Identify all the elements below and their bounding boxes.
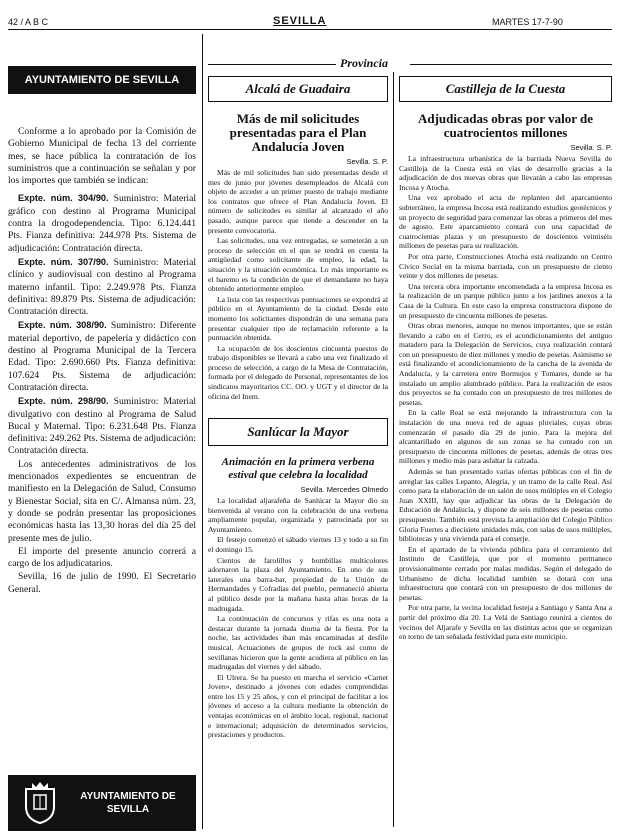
castilleja-headline: Adjudicadas obras por valor de cuatrocientos millones — [417, 111, 594, 140]
provincia-rule-left — [208, 64, 336, 65]
castilleja-article — [399, 76, 612, 830]
notice-antecedentes: Los antecedentes administrativos de los mencionados expedientes se encuentran de manifiesto en la Delegación de Salud, Consumo y Bienestar Social, sita en C/. Almansa núm. 23, y donde se podrán presentar las proposiciones económicas hasta las 13,30 horas del día 25 del presente mes de julio. — [8, 458, 196, 544]
castilleja-p6: En la calle Real se está mejorando la infraestructura con la instalación de una nueva red de aguas pluviales, cuyas obras comenzarán el pasado día 29 de junio. Para la mejora del alcantarillado en algunos de sus zonas se ha contado con un presupuesto de cincuenta millones de pesetas, además de otras tres millones y medio más para asfaltar la calzada. — [399, 408, 612, 466]
notice-signature: Sevilla, 16 de julio de 1990. El Secretario General. — [8, 571, 196, 595]
header-date: MARTES 17-7-90 — [492, 17, 563, 27]
expte-2: Expte. núm. 307/90. — [18, 256, 109, 267]
ayuntamiento-footer — [8, 775, 196, 831]
notice-item-4-text: Material divulgativo con destino al Programa de Salud Bucal y Maternal. Tipo: 6.231.648 Pts. Fianza definitiva: 249.262 Pts. Sistema de adjudicación: Contratación directa. — [8, 396, 196, 457]
castilleja-p3: Por otra parte, Construcciones Atocha está realizando un Centro Cívico Social en la misma barriada, con un presupuesto de ciento veinte y dos millones de pesetas. — [399, 251, 612, 281]
notice-item-4 — [8, 395, 196, 457]
expte-3: Expte. núm. 308/90. — [18, 320, 107, 331]
castilleja-p2: Una vez aprobado el acta de replanteo del aparcamiento subterráneo, la empresa Incosa está realizando estudios geotécnicos y un proyecto de seguridad para comenzar las obras a primeros del mes de agosto. Este aparcamiento contará con una capacidad de cuatrocientas plazas y un presupuesto de doscientos veintiséis millones de pesetas para su realización. — [399, 193, 612, 251]
castilleja-p8: En el apartado de la vivienda pública para el cerramiento del Instituto de Castilleja, que por el momento permanece provisionalmente cerrado por malas medidas. Según el delegado de Urbanismo de dicha localidad también se dotará con una infraestructura que contará con un presupuesto de dos millones de pesetas. — [399, 544, 612, 602]
notice-item-1 — [8, 192, 196, 254]
alcala-article — [208, 76, 388, 406]
castilleja-p9: Por otra parte, la vecina localidad festeja a Santiago y Santa Ana a partir del próximo día 20. La Velá de Santiago reunirá a cientos de vecinos del Aljarafe y Sevilla en las distintas actos que se organizan en torno de tan señalada festividad para este municipio. — [399, 603, 612, 642]
alcala-headline: Más de mil solicitudes presentadas para el Plan Andalucía Joven — [229, 111, 367, 154]
sanlucar-p4: La continuación de concursos y rifas es una nota a destacar durante la jornada diurna de la fiesta. Por la noche, las actividades iban más encaminadas al desfile musical. Actuaciones de grupos de rock así como de sevillanas hicieron que la gente acudiera al público en las madrugadas del viernes y del sábado. — [208, 614, 388, 672]
sanlucar-p2: El festejo comenzó el sábado viernes 13 y todo a su fin el domingo 15. — [208, 535, 388, 554]
sanlucar-article — [208, 418, 388, 830]
ayuntamiento-notice — [8, 66, 196, 832]
page-number: 42 / A B C — [8, 17, 49, 27]
sanlucar-p5: El Ulrera. Se ha puesto en marcha el servicio «Carnet Joven», destinado a jóvenes con edades comprendidas entre los 15 y 25 años, y con el principal de facilitar a los jóvenes el acceso a la cultura mediante la obtención de ventajas económicas en el ámbito local, regional, nacional e internacional; adquisición de determinados servicios, prestaciones y productos. — [208, 672, 388, 740]
expte-suffix-4: Suministro: — [108, 396, 159, 408]
section-title: SEVILLA — [273, 15, 327, 27]
notice-item-2-text: Material clínico y audiovisual con destino al Programa materno infantil. Tipo: 2.249.978 Pts. Fianza definitiva: 89.879 Pts. Sistema de adjudicación: Contratación directa. — [8, 256, 196, 318]
sanlucar-p1: La localidad aljarafeña de Sanlúcar la Mayor dio su bienvenida al verano con la celebración de una verbena ampliamente popular, organizada y patrocinada por su Ayuntamiento. — [208, 496, 388, 534]
castilleja-section-box: Castilleja de la Cuesta — [399, 76, 612, 102]
castilleja-p4: Una tercera obra importante encomendada a la empresa Incosa es la realización de un parque público junto a los jardines anexos a la Casa de la Cultura. En este caso la empresa constructora dispone de un presupuesto de cincuenta millones de pesetas. — [399, 281, 612, 320]
expte-suffix-1: Suministro: — [108, 193, 159, 205]
expte-suffix-2: Suministro: — [108, 256, 159, 268]
alcala-p3: La lista con las respectivas puntuaciones se expondrá al público en el Ayuntamiento de la ciudad. Desde este momento los solicitantes dispondrán de una semana para presentar cualquier tipo de reclamación referente a la puntuación obtenida. — [208, 294, 388, 343]
notice-item-2 — [8, 256, 196, 318]
expte-4: Expte. núm. 298/90. — [18, 396, 109, 407]
header-rule — [8, 29, 612, 30]
notice-title: AYUNTAMIENTO DE SEVILLA — [8, 66, 196, 94]
column-divider-1 — [202, 34, 203, 829]
city-crest-icon — [20, 781, 60, 825]
castilleja-p5: Otras obras menores, aunque no menos importantes, que se están llevando a cabo en el Cerro, es el acondicionamiento del antiguo matadero para la Delegación de Servicios, cuya realización contará con un presupuesto de diez millones y medio de pesetas. Asimismo se está finalizando el acondicionamiento de la cancha de la avenida de Andalucía, y la carretera entre Bormujos y Tomares, donde se ha instalado un amplio alumbrado público. Para la realización de estos dos proyectos se ha contado con un presupuesto de tres millones de pesetas. — [399, 321, 612, 407]
castilleja-byline: Sevilla. S. P. — [570, 143, 612, 152]
notice-intro: Conforme a lo aprobado por la Comisión de Gobierno Municipal de fecha 13 del corriente mes, se hace pública la contratación de los suministros que a continuación se señalan y por los importes que también se indican: — [8, 126, 196, 187]
notice-importe: El importe del presente anuncio correrá a cargo de los adjudicatarios. — [8, 545, 196, 570]
notice-item-3 — [8, 319, 196, 394]
sanlucar-byline: Sevilla. Mercedes Olmedo — [300, 485, 388, 494]
alcala-section-box: Alcalá de Guadaira — [208, 76, 388, 102]
castilleja-p1: La infraestructura urbanística de la barriada Nueva Sevilla de Castilleja de la Cuesta está en vías de desarrollo gracias a la adjudicación de dos nuevas obras que llevarán a cabo las empresas Incosa y Atocha. — [399, 154, 612, 192]
alcala-p2: Las solicitudes, una vez entregadas, se someterán a un proceso de selección en el que se tendrá en cuenta la antigüedad como solicitante de empleo, la edad, la situación y la situación económica. Lo más importante es el baremo es la condición de que el demandante no haya obtenido anteriormente empleo. — [208, 236, 388, 294]
provincia-label: Provincia — [340, 56, 388, 70]
alcala-p1: Más de mil solicitudes han sido presentadas desde el mes de junio por jóvenes desempleados de Alcalá con objeto de acceder a un primer puesto de trabajo mediante los contratos que ofrece el Plan Andalucía Joven. El número de solicitudes es similar al alcanzado el año pasado, aunque parece que tiende a descender en la presente convocatoria. — [208, 168, 388, 235]
alcala-byline: Sevilla. S. P. — [346, 157, 388, 166]
provincia-rule-right — [410, 64, 612, 65]
expte-1: Expte. núm. 304/90. — [18, 193, 109, 204]
footer-logo-text: AYUNTAMIENTO DE SEVILLA — [80, 791, 176, 815]
sanlucar-section-box: Sanlúcar la Mayor — [208, 418, 388, 446]
alcala-p4: La ocupación de los doscientos cincuenta puestos de trabajo disponibles se llevará a cabo una vez finalizado el proceso de selección, a cargo de la Mesa de Contratación, formada por el delegado de Personal, representantes de los sindicatos mayoritarios CC. OO. y UGT y el director de la oficina del Inem. — [208, 343, 388, 401]
notice-item-1-text: Material gráfico con destino al Programa Municipal contra la drogodependencia. Tipo: 6.124.441 Pts. Fianza definitiva: 244.978 Pts. Sistema de adjudicación: Contratación directa. — [8, 193, 196, 254]
column-divider-2 — [393, 72, 394, 827]
sanlucar-p3: Cientos de farolillos y bombillas multicolores adornaron la plaza del Ayuntamiento. En uno de sus laterales una barra-bar, propiedad de la Unión de Hermandades y Cofradías del pueblo, permaneció abierta al público desde por la mañana hasta altas horas de la madrugada. — [208, 555, 388, 613]
castilleja-p7: Además se han presentado varias ofertas públicas con el fin de arreglar las calles Lepanto, Alegría, y un tramo de la calle Real. Así como para la elaboración de un salón de usos múltiples en el Colegio Juan XXIII, hay que adjudicar las obras de la Delegación de Educación de Andalucía, y dispone de seis millones de pesetas como presupuesto. También está prevista la ampliación del Colegio Público Gloria Fuertes a diecisiete unidades más, con salas de usos múltiples, bibliotecas y una vivienda para el conserje. — [399, 467, 612, 544]
notice-item-3-text: Diferente material deportivo, de papelería y didáctico con destino al Programa Municipal de la Tercera Edad. Tipo: 2.690.660 Pts. Fianza definitiva: 107.624 Pts. Sistema de adjudicación: Contratación directa. — [8, 320, 196, 393]
expte-suffix-3: Suministro: — [106, 320, 156, 332]
sanlucar-headline: Animación en la primera verbena estival que celebra la localidad — [221, 456, 375, 481]
